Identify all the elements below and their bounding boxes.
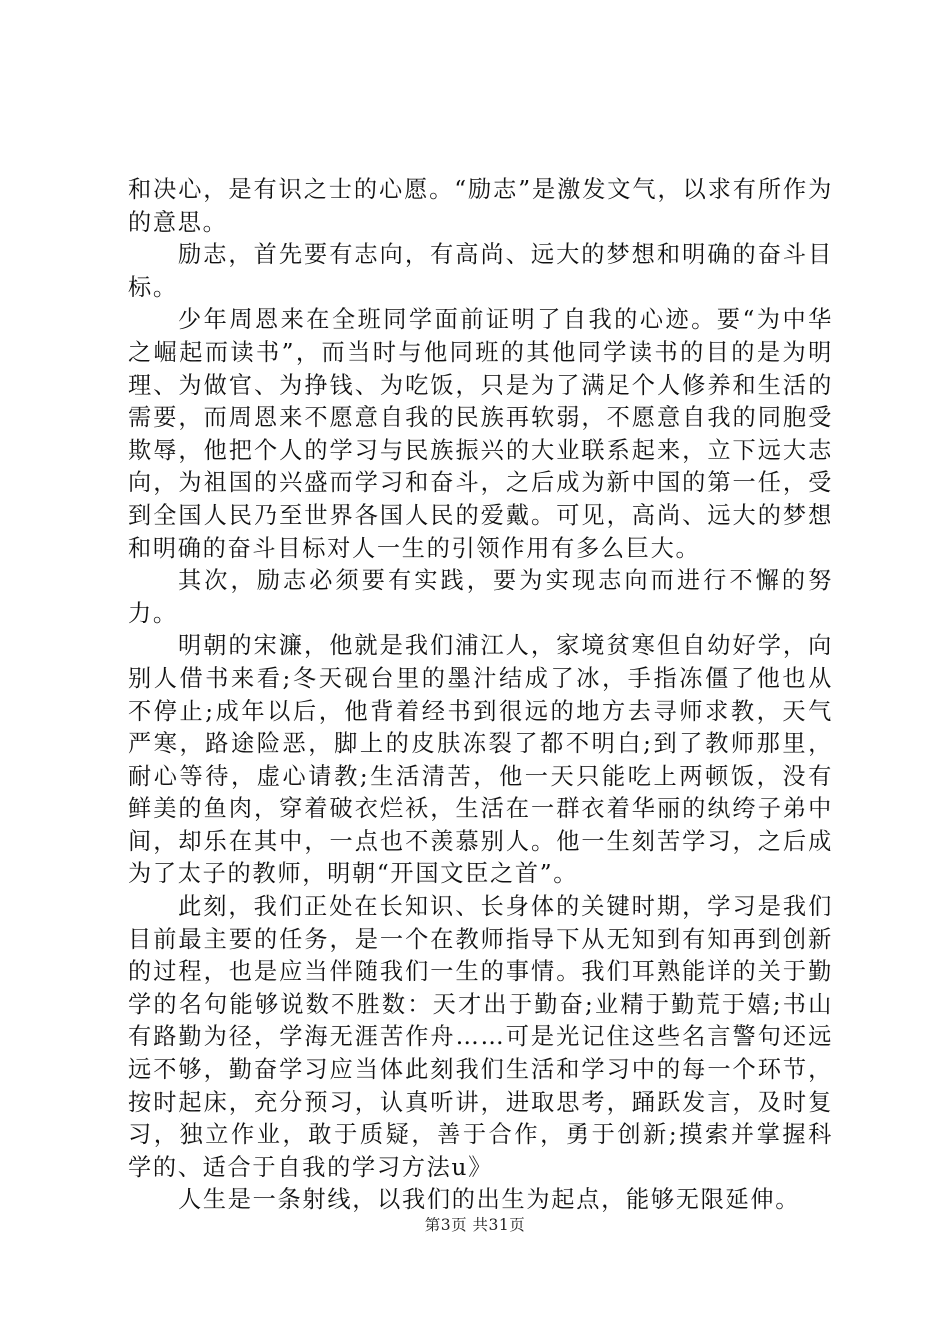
paragraph-2: 励志，首先要有志向，有高尚、远大的梦想和明确的奋斗目标。 <box>128 241 833 301</box>
paragraph-7: 人生是一条射线，以我们的出生为起点，能够无限延伸。 <box>178 1186 801 1214</box>
paragraph-1: 和决心，是有识之士的心愿。“励志”是激发文气，以求有所作为的意思。 <box>128 176 833 236</box>
paragraph-3: 少年周恩来在全班同学面前证明了自我的心迹。要“为中华之崛起而读书”，而当时与他同班的其他同学读书的目的是为明理、为做官、为挣钱、为吃饭，只是为了满足个人修养和生活的需要，而周恩来不愿意自我的民族再软弱，不愿意自我的同胞受欺辱，他把个人的学习与民族振兴的大业联系起来，立下远大志向，为祖国的兴盛而学习和奋斗，之后成为新中国的第一任，受到全国人民乃至世界各国人民的爱戴。可见，高尚、远大的梦想和明确的奋斗目标对人一生的引领作用有多么巨大。 <box>128 306 833 562</box>
page-body <box>128 174 833 1217</box>
paragraph-4: 其次，励志必须要有实践，要为实现志向而进行不懈的努力。 <box>128 567 833 627</box>
paragraph-5: 明朝的宋濂，他就是我们浦江人，家境贫寒但自幼好学，向别人借书来看;冬天砚台里的墨汁结成了冰，手指冻僵了他也从不停止;成年以后，他背着经书到很远的地方去寻师求教，天气严寒，路途险恶，脚上的皮肤冻裂了都不明白;到了教师那里，耐心等待，虚心请教;生活清苦，他一天只能吃上两顿饭，没有鲜美的鱼肉，穿着破衣烂袄，生活在一群衣着华丽的纨绔子弟中间，却乐在其中，一点也不羡慕别人。他一生刻苦学习，之后成为了太子的教师，明朝“开国文臣之首”。 <box>128 632 833 888</box>
paragraph-6: 此刻，我们正处在长知识、长身体的关键时期，学习是我们目前最主要的任务，是一个在教师指导下从无知到有知再到创新的过程，也是应当伴随我们一生的事情。我们耳熟能详的关于勤学的名句能够说数不胜数：天才出于勤奋;业精于勤荒于嬉;书山有路勤为径，学海无涯苦作舟……可是光记住这些名言警句还远远不够，勤奋学习应当体此刻我们生活和学习中的每一个环节，按时起床，充分预习，认真听讲，进取思考，踊跃发言，及时复习，独立作业，敢于质疑，善于合作，勇于创新;摸索并掌握科学的、适合于自我的学习方法u》 <box>128 893 833 1181</box>
page-number-footer: 第3页 共31页 <box>424 1216 526 1234</box>
